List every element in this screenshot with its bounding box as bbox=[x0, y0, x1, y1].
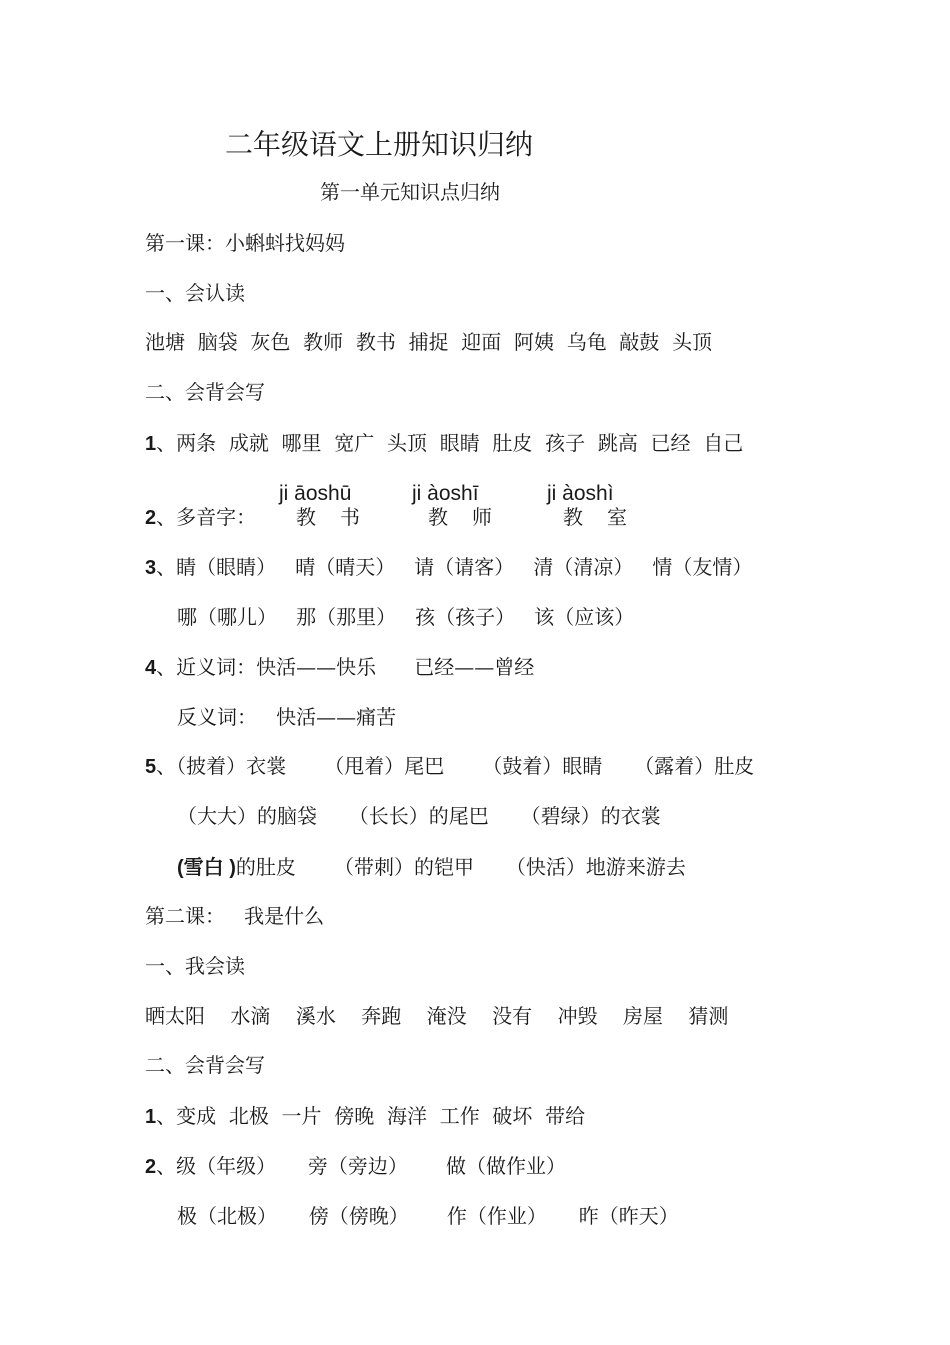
item-text: 、近义词：快活——快乐 已经——曾经 bbox=[156, 655, 535, 679]
item-number: 2 bbox=[145, 507, 157, 529]
lesson1-write-heading: 二、会背会写 bbox=[145, 380, 265, 404]
lesson1-item2 bbox=[145, 505, 256, 530]
item-number: 5 bbox=[145, 756, 157, 778]
item-number: 1 bbox=[145, 1106, 157, 1128]
lesson1-heading: 第一课：小蝌蚪找妈妈 bbox=[145, 231, 345, 255]
lesson1-item5-line3 bbox=[177, 855, 686, 880]
lesson1-read-heading: 一、会认读 bbox=[145, 281, 245, 305]
item-number: 2 bbox=[145, 1156, 157, 1178]
polyphone-char: 室 bbox=[607, 505, 627, 529]
item-text: 的肚皮 （带刺）的铠甲 （快活）地游来游去 bbox=[235, 855, 686, 879]
lesson1-item5-line2: （大大）的脑袋 （长长）的尾巴 （碧绿）的衣裳 bbox=[177, 804, 661, 828]
lesson1-item3 bbox=[145, 555, 752, 580]
page-title: 二年级语文上册知识归纳 bbox=[225, 128, 534, 161]
bold-phrase: (雪白 ) bbox=[177, 857, 236, 879]
lesson1-item5 bbox=[145, 754, 754, 779]
pinyin-jiaoshi-room: ji àoshì bbox=[547, 482, 614, 505]
lesson1-item3-line2: 哪（哪儿） 那（那里） 孩（孩子） 该（应该） bbox=[177, 605, 635, 629]
lesson1-item4-line2: 反义词： 快活——痛苦 bbox=[177, 705, 397, 729]
lesson1-item1 bbox=[145, 431, 743, 456]
polyphone-char: 师 bbox=[472, 505, 492, 529]
item-number: 4 bbox=[145, 657, 157, 679]
pinyin-jiaoshi: ji àoshī bbox=[412, 482, 479, 505]
lesson2-read-heading: 一、我会读 bbox=[145, 954, 245, 978]
polyphone-char: 教 bbox=[296, 505, 316, 529]
lesson2-item2-line2: 极（北极） 傍（傍晚） 作（作业） 昨（昨天） bbox=[177, 1204, 679, 1228]
lesson2-item2 bbox=[145, 1154, 566, 1179]
item-text: 、（披着）衣裳 （甩着）尾巴 （鼓着）眼睛 （露着）肚皮 bbox=[156, 754, 755, 778]
item-text: 、两条 成就 哪里 宽广 头顶 眼睛 肚皮 孩子 跳高 已经 自己 bbox=[156, 431, 744, 455]
item-text: 、级（年级） 旁（旁边） 做（做作业） bbox=[156, 1154, 567, 1178]
unit-subtitle: 第一单元知识点归纳 bbox=[320, 180, 500, 204]
polyphone-char: 书 bbox=[340, 505, 360, 529]
item-text: 、变成 北极 一片 傍晚 海洋 工作 破坏 带给 bbox=[156, 1104, 586, 1128]
lesson2-write-heading: 二、会背会写 bbox=[145, 1053, 265, 1077]
lesson2-read-words: 晒太阳 水滴 溪水 奔跑 淹没 没有 冲毁 房屋 猜测 bbox=[145, 1004, 729, 1028]
lesson1-item4 bbox=[145, 655, 534, 680]
item-text: 、多音字： bbox=[156, 505, 257, 529]
item-number: 1 bbox=[145, 433, 157, 455]
polyphone-char: 教 bbox=[563, 505, 583, 529]
pinyin-jiaoshu: ji āoshū bbox=[279, 482, 352, 505]
lesson2-heading: 第二课： 我是什么 bbox=[145, 904, 325, 928]
item-text: 、睛（眼睛） 晴（晴天） 请（请客） 清（清凉） 情（友情） bbox=[156, 555, 753, 579]
lesson2-item1 bbox=[145, 1104, 585, 1129]
lesson1-read-words: 池塘 脑袋 灰色 教师 教书 捕捉 迎面 阿姨 乌龟 敲鼓 头顶 bbox=[145, 330, 713, 354]
polyphone-char: 教 bbox=[428, 505, 448, 529]
item-number: 3 bbox=[145, 557, 157, 579]
